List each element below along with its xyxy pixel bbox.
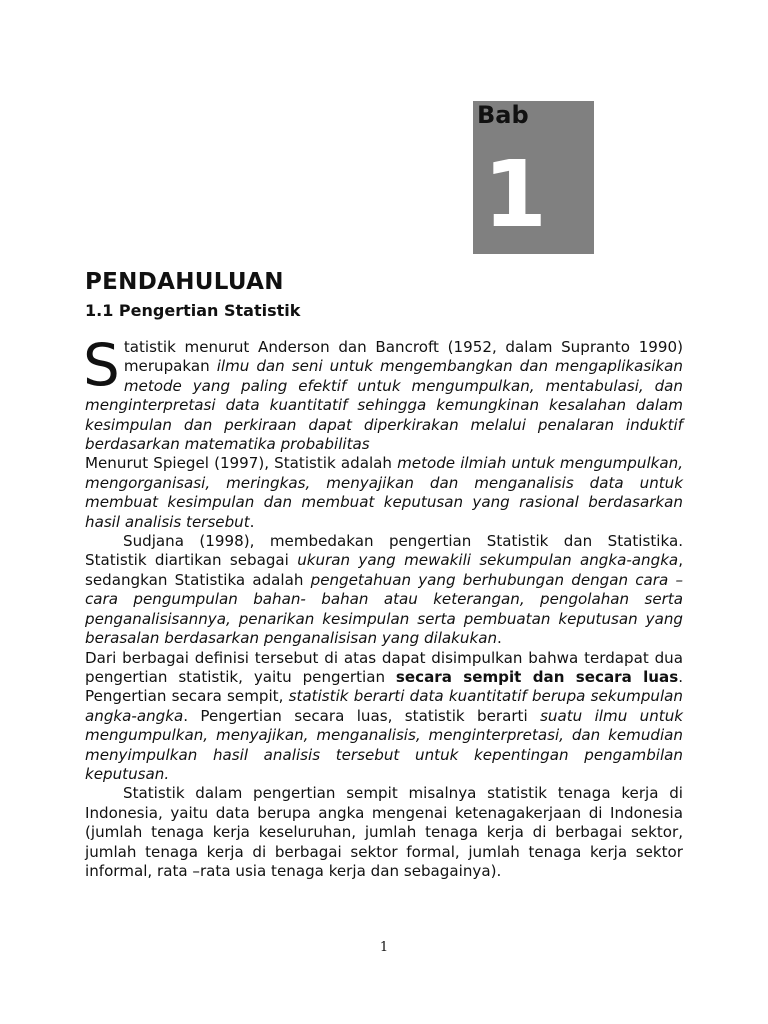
body-text [83,331,684,881]
italic-span: metode ilmiah untuk mengumpulkan, mengorganisasi, meringkas, menyajikan dan menganalisis data untuk membuat kesimpulan dan membuat keputusan yang rasional berdasarkan hasil analisis tersebut [85,454,683,531]
chapter-label: Bab [477,101,529,129]
text-span: , sedangkan Statistika adalah [85,551,683,589]
paragraph-2 [85,454,683,532]
text-span: Dari berbagai definisi tersebut di atas dapat disimpulkan bahwa terdapat dua pengertian statistik, yaitu pengertian [85,648,683,686]
page-title: PENDAHULUAN [85,269,284,295]
text-span: . Pengertian secara sempit, [85,667,683,706]
text-span: Menurut Spiegel (1997), Statistik adalah [85,454,398,473]
bold-span: secara sempit dan secara luas [395,667,679,686]
text-span: Statistik dalam pengertian sempit misalnya statistik tenaga kerja di Indonesia, yaitu data berupa angka mengenai ketenagakerjaan di Indonesia (jumlah tenaga kerja keseluruhan, jumlah tenaga kerja di berbagai sektor, jumlah tenaga kerja di berbagai sektor formal, jumlah tenaga kerja sektor informal, rata –rata usia tenaga kerja dan sebagainya). [85,784,683,880]
page-number: 1 [379,940,389,955]
italic-span: pengetahuan yang berhubungan dengan cara – cara pengumpulan bahan- bahan atau keterangan, pengolahan serta penganalisisannya, penarikan kesimpulan serta pembuatan keputusan yang berasalan berdasarkan penganalisisan yang dilakukan [85,570,683,648]
chapter-badge [473,101,594,254]
italic-span: statistik berarti data kuantitatif berupa sekumpulan angka-angka [85,687,683,725]
paragraph-4 [85,649,683,785]
text-span: . [249,512,255,531]
italic-span: suatu ilmu untuk mengumpulkan, menyajikan, menganalisis, menginterpretasi, dan kemudian menyimpulkan hasil analisis tersebut untuk kepentingan pengambilan keputusan. [85,706,684,783]
text-span: tatistik menurut Anderson dan Bancroft (1952, dalam Supranto 1990) merupakan [123,338,683,376]
italic-span: ilmu dan seni untuk mengembangkan dan mengaplikasikan metode yang paling efektif untuk mengumpulkan, mentabulasi, dan menginterpretasi data kuantitatif sehingga kemungkinan kesalahan dalam kesimpulan dan perkiraan dapat diperkirakan melalui penalaran induktif berdasarkan matematika probabilitas [85,357,683,454]
text-span: Sudjana (1998), membedakan pengertian Statistik dan Statistika. Statistik diartikan sebagai [85,532,683,570]
text-span: . Pengertian secara luas, statistik berarti [183,706,541,725]
paragraph-1 [83,331,683,454]
text-span: . [497,629,502,648]
italic-span: ukuran yang mewakili sekumpulan angka-angka [297,551,679,570]
section-heading: 1.1 Pengertian Statistik [85,301,301,320]
drop-cap: S [83,331,120,399]
paragraph-5 [85,784,683,881]
paragraph-3 [85,532,683,648]
chapter-number: 1 [483,141,548,248]
